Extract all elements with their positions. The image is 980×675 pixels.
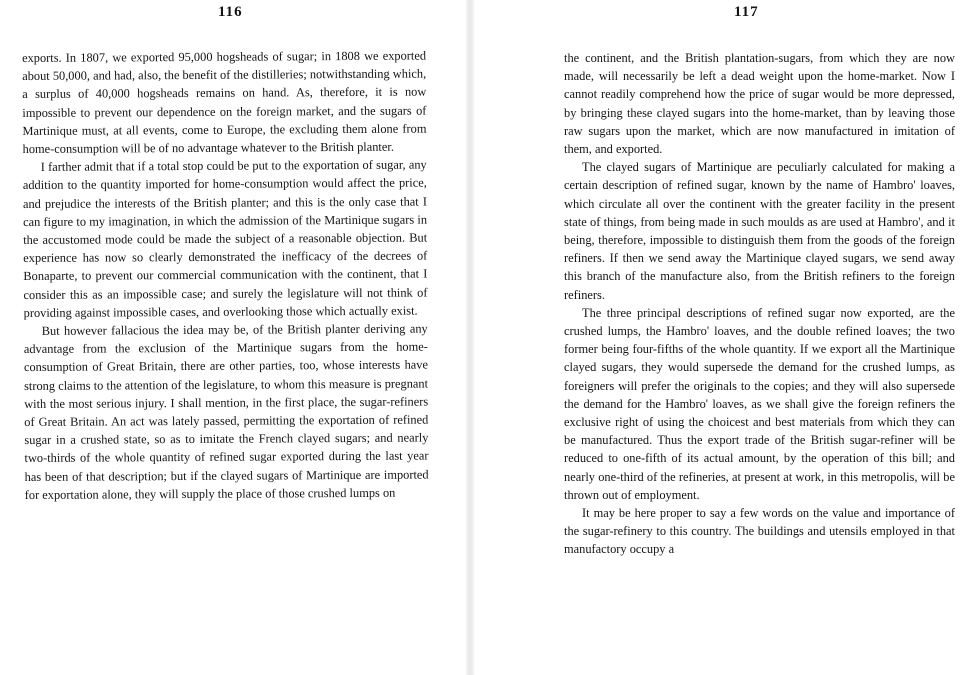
paragraph: the continent, and the British plantation-sugars, from which they are now made, will necessarily be left a dead weight upon the home-market. Now I cannot readily comprehend how the price of sugar would be more depressed, by bringing these clayed sugars into the home-market, than by leaving those raw sugars upon the market, which are now manufactured in imitation of them, and exported.: [564, 51, 955, 157]
paragraph: The three principal descriptions of refined sugar now exported, are the crushed lumps, the Hambro' loaves, and the double refined loaves; the two former being four-fifths of the whole quantity. If we export all the Martinique clayed sugars, they would supersede the demand for the crushed lumps, as foreigners will prefer the originals to the copies; and they will also supersede the demand for the Hambro' loaves, as we shall give the foreign refiners the exclusive right of using the choicest and best materials from which they can be manufactured. Thus the export trade of the British sugar-refiner will be reduced to one-fifth of its actual amount, by the operation of this bill; and nearly one-third of the refineries, at present at work, in this metropolis, will be thrown out of employment.: [564, 305, 955, 502]
paragraph: The clayed sugars of Martinique are peculiarly calculated for making a certain description of refined sugar, known by the name of Hambro' loaves, which circulate all over the continent with the greater facility in the present state of things, from being made in such moulds as are used at Hambro', and it being, therefore, impossible to distinguish them from the goods of the foreign refiners. If then we send away the Martinique clayed sugars, we send away this branch of the manufacture also, from the British refiners to the foreign refiners.: [564, 160, 955, 302]
page-body: [564, 49, 955, 559]
paragraph: exports. In 1807, we exported 95,000 hogsheads of sugar; in 1808 we exported about 50,000, and had, also, the benefit of the distilleries; notwithstanding which, a surplus of 40,000 hogsheads remains on hand. As, therefore, it is now impossible to prevent our dependence on the foreign market, and the sugars of Martinique must, at all events, come to Europe, the excluding them alone from home-consumption will be of no advantage whatever to the British planter.: [22, 48, 427, 157]
left-page: [0, 0, 470, 675]
paragraph: It may be here proper to say a few words on the value and importance of the sugar-refinery to this country. The buildings and utensils employed in that manufactory occupy a: [564, 506, 955, 557]
right-page: [470, 0, 980, 675]
paragraph: But however fallacious the idea may be, of the British planter deriving any advantage from the exclusion of the Martinique sugars from the home-consumption of Great Britain, there are other parties, too, whose interests have strong claims to the attention of the legislature, to whom this measure is pregnant with the most serious injury. I shall mention, in the first place, the sugar-refiners of Great Britain. An act was lately passed, permitting the exportation of refined sugar in a crushed state, so as to imitate the French clayed sugars; and nearly two-thirds of the whole quantity of refined sugar exported during the last year has been of that description; but if the clayed sugars of Martinique are imported for exportation alone, they will supply the place of those crushed lumps on: [23, 321, 429, 502]
page-number: 117: [734, 4, 759, 20]
page-number: 116: [218, 4, 243, 20]
page-body: [22, 47, 429, 505]
paragraph: I farther admit that if a total stop could be put to the exportation of sugar, any addition to the quantity imported for home-consumption would affect the price, and prejudice the interests of the British planter; and this is the only case that I can figure to my imagination, in which the admission of the Martinique sugars in the accustomed mode could be made the subject of a reasonable objection. But experience has now so clearly demonstrated the inefficacy of the decrees of Bonaparte, to prevent our commercial communication with the continent, that I consider this as an impossible case; and surely the legislature will not think of providing against impossible cases, and overlooking those which actually exist.: [22, 157, 428, 320]
